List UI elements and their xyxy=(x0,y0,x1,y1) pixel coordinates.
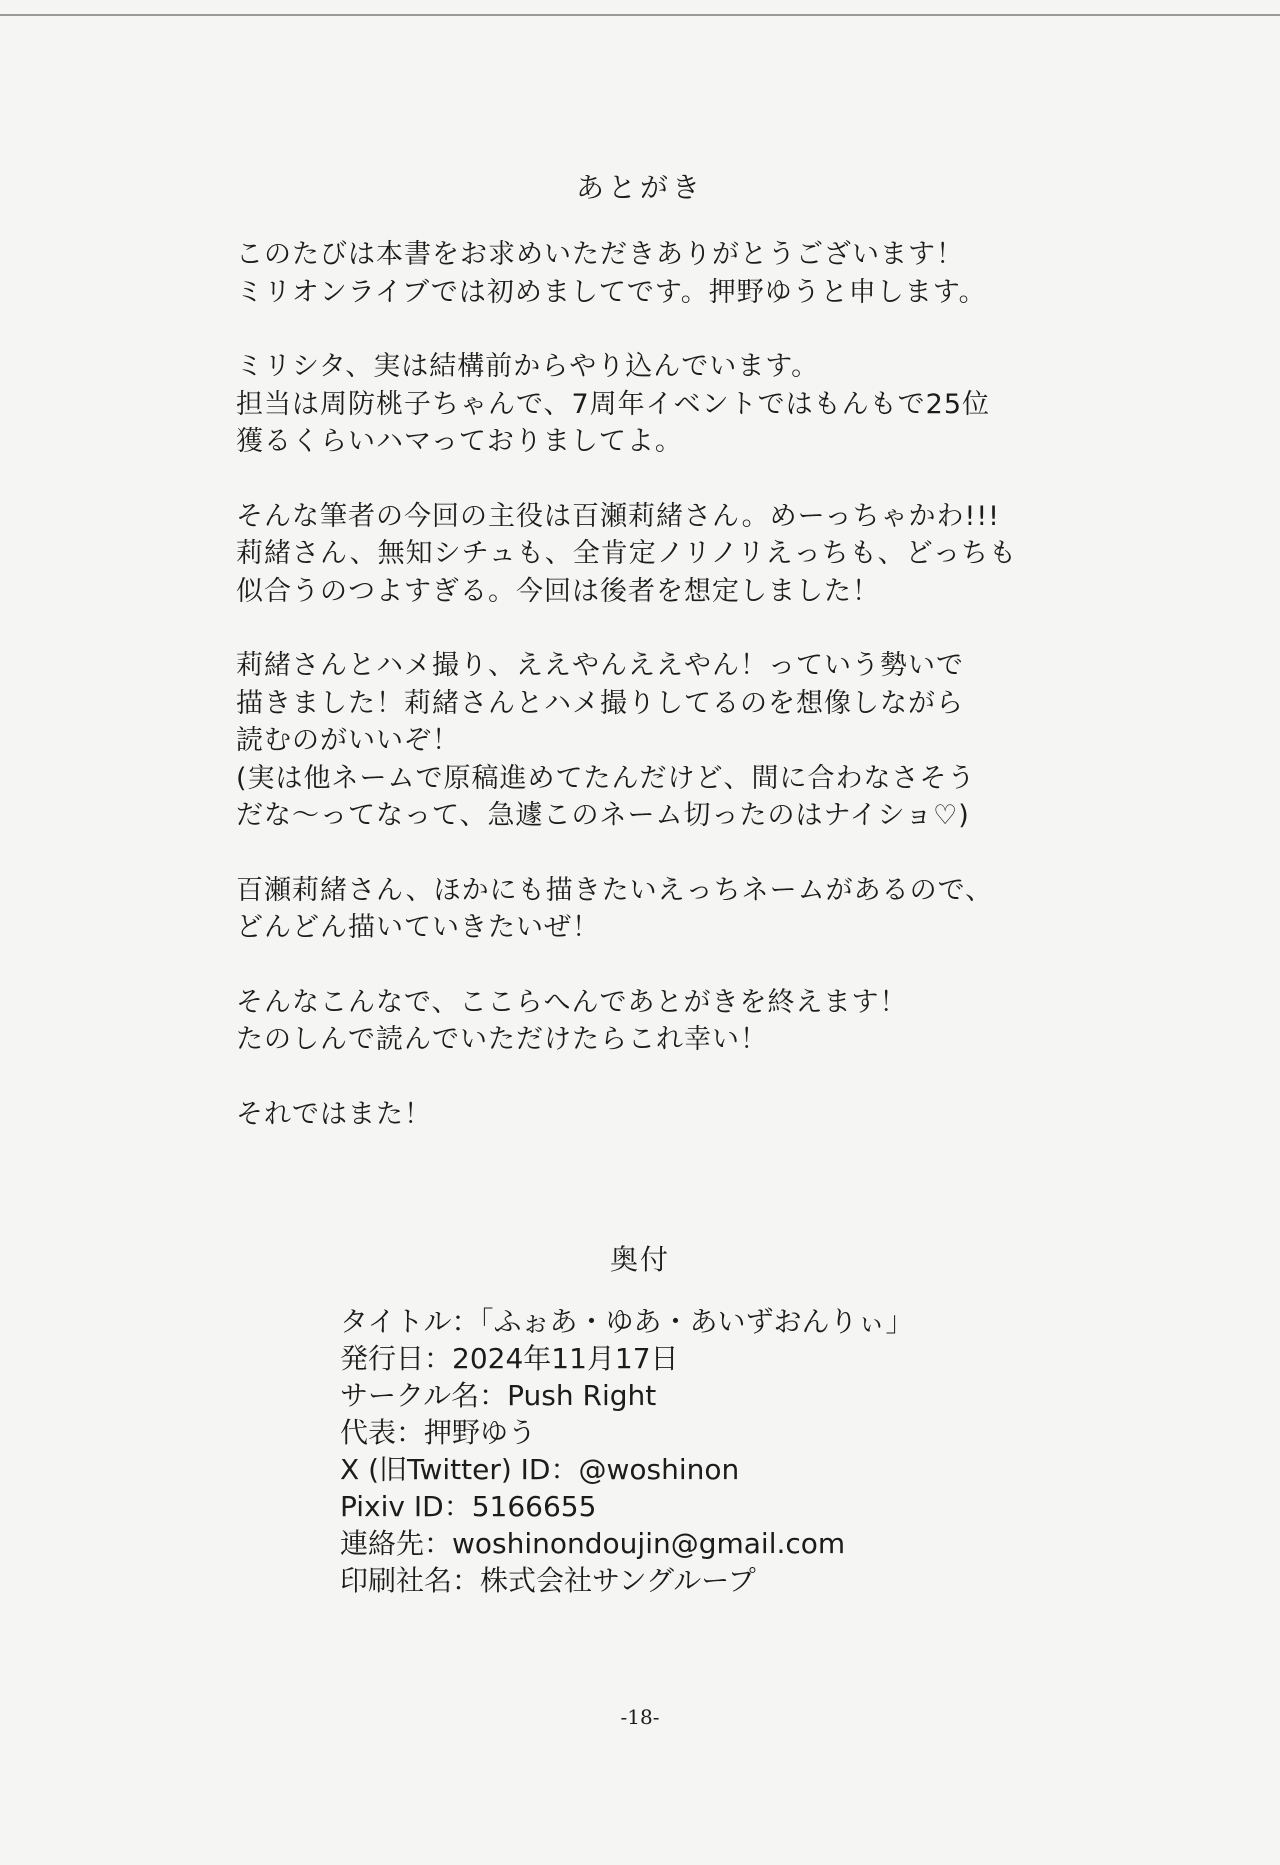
colophon-row: 発行日：2024年11月17日 xyxy=(340,1342,679,1375)
afterword-line: ミリオンライブでは初めましてです。押野ゆうと申します。 xyxy=(236,276,987,308)
afterword-paragraph xyxy=(236,498,1076,611)
afterword-line: (実は他ネームで原稿進めてたんだけど、間に合わなさそう xyxy=(236,762,976,794)
colophon-body xyxy=(340,1303,1040,1599)
afterword-line: それではまた！ xyxy=(236,1098,432,1130)
afterword-paragraph xyxy=(236,236,1076,311)
afterword-line: 読むのがいいぞ！ xyxy=(236,725,460,756)
afterword-title: あとがき xyxy=(575,171,704,204)
afterword-line: だな〜ってなって、急遽このネーム切ったのはナイショ♡) xyxy=(236,800,970,831)
colophon-row: X (旧Twitter) ID：@woshinon xyxy=(340,1453,740,1486)
afterword-line: ミリシタ、実は結構前からやり込んでいます。 xyxy=(236,351,820,382)
afterword-line: 担当は周防桃子ちゃんで、7周年イベントではもんもで25位 xyxy=(236,388,990,420)
afterword-line: 似合うのつよすぎる。今回は後者を想定しました！ xyxy=(236,575,880,607)
afterword-paragraph xyxy=(236,984,1076,1059)
colophon-title: 奥付 xyxy=(609,1243,670,1276)
afterword-line: このたびは本書をお求めいただきありがとうございます！ xyxy=(236,239,964,270)
top-rule xyxy=(0,14,1280,16)
afterword-paragraph xyxy=(236,1096,1076,1134)
afterword-body xyxy=(236,236,1076,1170)
afterword-paragraph xyxy=(236,872,1076,947)
afterword-line: 描きました！莉緒さんとハメ撮りしてるのを想像しながら xyxy=(236,687,964,719)
afterword-paragraph xyxy=(236,647,1076,835)
page-number: -18- xyxy=(620,1705,660,1729)
colophon-row: 代表：押野ゆう xyxy=(340,1416,537,1449)
afterword-line: 百瀬莉緒さん、ほかにも描きたいえっちネームがあるので、 xyxy=(236,874,994,906)
afterword-line: たのしんで読んでいただけたらこれ幸い！ xyxy=(236,1024,768,1055)
afterword-line: そんなこんなで、ここらへんであとがきを終えます！ xyxy=(236,986,908,1018)
afterword-line: 莉緒さんとハメ撮り、ええやんええやん！っていう勢いで xyxy=(236,650,964,681)
afterword-line: どんどん描いていきたいぜ！ xyxy=(236,912,600,943)
afterword-paragraph xyxy=(236,348,1076,461)
afterword-line: そんな筆者の今回の主役は百瀬莉緒さん。めーっちゃかわ!!! xyxy=(236,500,1001,532)
colophon-row: サークル名：Push Right xyxy=(340,1379,657,1412)
colophon-row: 印刷社名：株式会社サングループ xyxy=(340,1564,756,1597)
afterword-line: 獲るくらいハマっておりましてよ。 xyxy=(236,426,683,457)
colophon-row: タイトル：「ふぉあ・ゆあ・あいずおんりぃ」 xyxy=(340,1305,914,1338)
colophon-row: 連絡先：woshinondoujin@gmail.com xyxy=(340,1527,846,1560)
colophon-row: Pixiv ID：5166655 xyxy=(340,1490,597,1523)
afterword-line: 莉緒さん、無知シチュも、全肯定ノリノリえっちも、どっちも xyxy=(236,538,1018,569)
